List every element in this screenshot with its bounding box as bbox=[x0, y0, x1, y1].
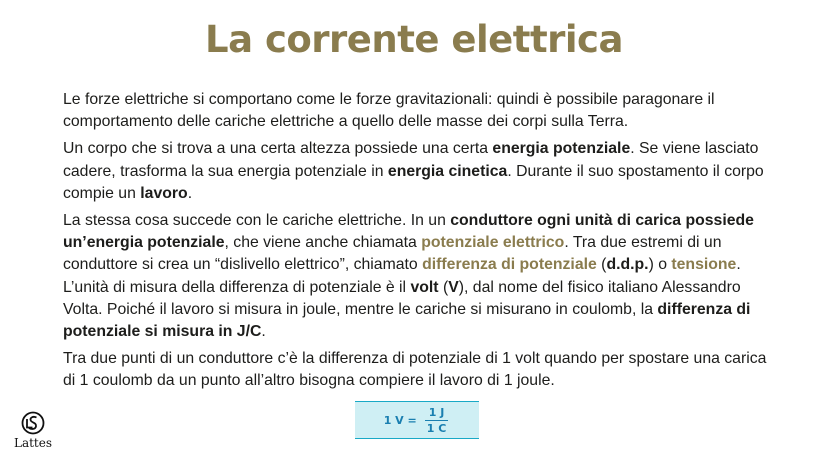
logo-text: Lattes bbox=[13, 436, 53, 450]
text-run: . bbox=[187, 184, 193, 202]
text-run: Le forze elettriche si comportano come le forze gravitazionali: quindi è possibile paragonare il comportamento delle cariche elettriche a quello delle masse dei corpi sulla Terra. bbox=[63, 91, 715, 131]
bold-term: conduttore ogni unità di carica possiede un’energia potenziale bbox=[63, 212, 754, 252]
paragraph-2 bbox=[63, 138, 783, 205]
text-run: ( bbox=[596, 256, 607, 274]
highlighted-term: potenziale elettrico bbox=[421, 234, 565, 252]
bold-term: volt bbox=[410, 278, 439, 296]
publisher-logo bbox=[10, 411, 56, 450]
text-run: . Se viene lasciato cadere, trasforma la sua energia potenziale in bbox=[63, 140, 759, 180]
text-run: Un corpo che si trova a una certa altezza possiede una certa bbox=[63, 140, 493, 158]
formula-fraction bbox=[423, 406, 451, 435]
bold-term: d.d.p. bbox=[606, 256, 649, 274]
text-run: . L’unità di misura della differenza di potenziale è il bbox=[63, 256, 741, 296]
body-text bbox=[63, 89, 783, 398]
lattes-logo-icon bbox=[20, 411, 46, 435]
text-run: ( bbox=[438, 278, 449, 296]
bold-term: V bbox=[448, 278, 459, 296]
formula-box bbox=[355, 401, 479, 439]
bold-term: lavoro bbox=[140, 184, 188, 202]
paragraph-1 bbox=[63, 89, 783, 133]
slide-title: La corrente elettrica bbox=[205, 18, 623, 61]
text-run: ) o bbox=[648, 256, 672, 274]
paragraph-4 bbox=[63, 348, 783, 392]
highlighted-term: differenza di potenziale bbox=[422, 256, 597, 274]
formula-lhs: 1 V = bbox=[383, 413, 417, 427]
text-run: ), dal nome del fisico italiano Alessandro Volta. Poiché il lavoro si misura in joule, mentre le cariche si misurano in coulomb, la bbox=[63, 278, 741, 318]
text-run: La stessa cosa succede con le cariche elettriche. In un bbox=[63, 212, 451, 230]
formula-denominator: 1 C bbox=[426, 421, 447, 435]
text-run: . Durante il suo spostamento il corpo compie un bbox=[63, 162, 764, 202]
text-run: , che viene anche chiamata bbox=[224, 234, 422, 252]
text-run: . bbox=[261, 323, 266, 341]
bold-term: energia potenziale bbox=[492, 140, 631, 158]
bold-term: differenza di potenziale si misura in J/C bbox=[63, 300, 751, 341]
bold-term: energia cinetica bbox=[387, 162, 508, 180]
paragraph-3 bbox=[63, 210, 783, 343]
text-run: Tra due punti di un conduttore c’è la differenza di potenziale di 1 volt quando per spostare una carica di 1 coulomb da un punto all’altro bisogna compiere il lavoro di 1 joule. bbox=[63, 350, 767, 390]
highlighted-term: tensione bbox=[671, 256, 737, 274]
formula-numerator: 1 J bbox=[425, 406, 449, 421]
text-run: . Tra due estremi di un conduttore si crea un “dislivello elettrico”, chiamato bbox=[63, 234, 722, 274]
